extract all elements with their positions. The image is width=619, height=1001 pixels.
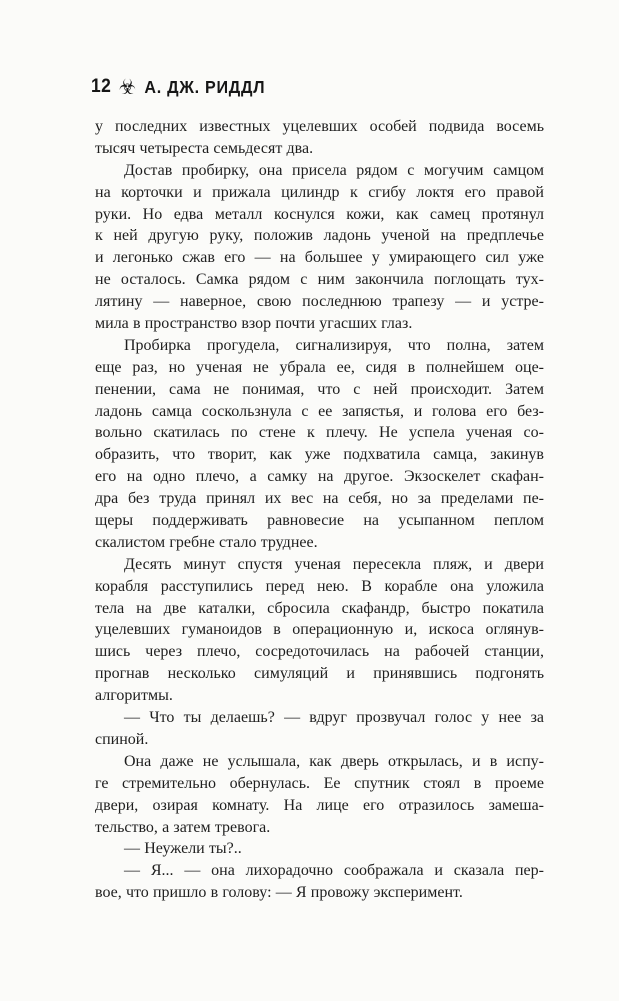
text-line: ге стремительно обернулась. Ее спутник стоял в проеме bbox=[95, 774, 544, 792]
text-line: — Что ты делаешь? — вдруг прозвучал голос у нее за bbox=[124, 709, 544, 727]
text-line: тела на две каталки, сбросила скафандр, быстро покатила bbox=[95, 599, 544, 617]
text-line: ладонь самца соскользнула с ее запястья, и голова его без- bbox=[95, 402, 544, 420]
text-line: шись через плечо, сосредоточилась на рабочей станции, bbox=[95, 643, 544, 661]
text-line: у последних известных уцелевших особей подвида восемь bbox=[95, 118, 544, 135]
text-line: лятину — наверное, свою последнюю трапезу — и устре- bbox=[95, 293, 544, 311]
text-line: вольно скатилась по стене к плечу. Не успела ученая со- bbox=[95, 424, 544, 442]
text-line: Десять минут спустя ученая пересекла пляж, и двери bbox=[124, 555, 544, 573]
text-line: руки. Но едва металл коснулся кожи, как самец протянул bbox=[95, 205, 544, 223]
page-number: 12 bbox=[91, 76, 112, 97]
text-line: тысяч четыреста семьдесят два. bbox=[95, 139, 314, 157]
text-line: Достав пробирку, она присела рядом с могучим самцом bbox=[124, 161, 544, 179]
text-line: образить, что творит, как уже подхватила самца, закинув bbox=[95, 446, 544, 464]
running-title-author: А. ДЖ. РИДДЛ bbox=[144, 76, 266, 97]
text-line: к ней другую руку, положив ладонь ученой на предплечье bbox=[95, 227, 544, 245]
text-line: — Я... — она лихорадочно соображала и сказала пер- bbox=[124, 862, 544, 880]
text-line: вое, что пришло в голову: — Я провожу эксперимент. bbox=[95, 884, 463, 902]
body-text bbox=[95, 116, 544, 904]
text-line: скалистом гребне стало труднее. bbox=[95, 533, 318, 551]
text-line: тельство, а затем тревога. bbox=[95, 818, 271, 836]
text-line: щеры поддерживать равновесие на усыпанном пеплом bbox=[95, 512, 544, 530]
text-line: Пробирка прогудела, сигнализируя, что полна, затем bbox=[124, 336, 544, 354]
text-line: на корточки и прижала цилиндр к сгибу локтя его правой bbox=[95, 183, 544, 201]
biohazard-icon: ☣ bbox=[118, 74, 137, 99]
text-line: двери, озирая комнату. На лице его отразилось замеша- bbox=[95, 796, 544, 814]
text-line: его на одно плечо, а самку на другое. Экзоскелет скафан- bbox=[95, 468, 544, 486]
text-line: дра без труда принял их вес на себя, но за пределами пе- bbox=[95, 490, 544, 508]
text-line: Она даже не услышала, как дверь открылась, и в испу- bbox=[124, 752, 544, 770]
text-line: мила в пространство взор почти угасших глаз. bbox=[95, 315, 413, 333]
text-line: уцелевших гуманоидов в операционную и, искоса оглянув- bbox=[95, 621, 544, 639]
running-header bbox=[91, 75, 265, 99]
text-line: прогнав несколько симуляций и принявшись подгонять bbox=[95, 665, 544, 683]
text-line: — Неужели ты?.. bbox=[124, 840, 242, 858]
text-line: еще раз, но ученая не убрала ее, сидя в полнейшем оце- bbox=[95, 358, 544, 376]
text-line: корабля расступились перед нею. В корабле она уложила bbox=[95, 577, 544, 595]
text-line: не осталось. Самка рядом с ним закончила поглощать тух- bbox=[95, 271, 544, 289]
text-line: алгоритмы. bbox=[95, 687, 173, 705]
text-line: пенении, сама не понимая, что с ней происходит. Затем bbox=[95, 380, 544, 398]
text-line: и легонько сжав его — на большее у умирающего сил уже bbox=[95, 249, 544, 267]
text-line: спиной. bbox=[95, 730, 149, 748]
